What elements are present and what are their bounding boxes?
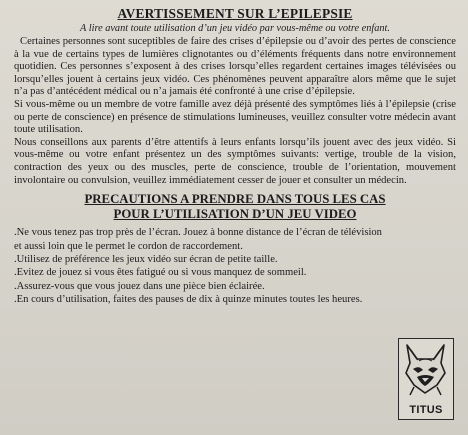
precaution-item: .Evitez de jouez si vous êtes fatigué ou si vous manquez de sommeil. (14, 267, 307, 279)
precaution-item: .Utilisez de préférence les jeux vidéo sur écran de petite taille. (14, 253, 278, 265)
warning-paragraph-3: Nous conseillons aux parents d’être attentifs à leurs enfants lorsqu’ils jouent avec des jeux vidéo. Si vous-même ou votre enfant présentez un des symptômes suivants: vertige, trouble de la vision, contraction des yeux ou des muscles, perte de conscience, trouble de l’orientation, mouvement involontaire ou convulsion, veuillez immédiatement cesser de jouer et consulter un médecin. (14, 136, 456, 186)
warning-subtitle: A lire avant toute utilisation d’un jeu vidéo par vous-même ou votre enfant. (80, 23, 390, 34)
titus-logo-text: TITUS (409, 404, 443, 416)
precaution-item: .En cours d’utilisation, faites des pauses de dix à quinze minutes toutes les heures. (14, 294, 363, 306)
warning-paragraph-1: Certaines personnes sont suceptibles de faire des crises d’épilepsie ou d’avoir des pertes de conscience à la vue de certains types de lumières clignotantes ou d’éléments fréquents dans notre environnement quotidien. Ces personnes s’exposent à des crises lorsqu’elles regardent certaines images télévisées ou lorsqu’elles jouent à certains jeux vidéo. Ces phénomènes peuvent apparaître alors même que le sujet n’a pas d’antécédent médical ou n’a jamais été confronté à une crise d’épilepsie. (14, 36, 456, 98)
titus-fox-icon (399, 339, 452, 401)
warning-title: AVERTISSEMENT SUR L’EPILEPSIE (117, 6, 353, 21)
precautions-heading-line-2: POUR L’UTILISATION D’UN JEU VIDEO (113, 207, 357, 222)
precautions-list (14, 226, 389, 306)
warning-paragraph-2: Si vous-même ou un membre de votre famille avez déjà présenté des symptômes liés à l’épilepsie (crise ou perte de conscience) en présence de stimulations lumineuses, veuillez consulter votre médecin avant toute utilisation. (14, 98, 456, 136)
precaution-item: .Ne vous tenez pas trop près de l’écran. Jouez à bonne distance de l’écran de télévision et aussi loin que le permet le cordon de raccordement. (14, 227, 382, 252)
precaution-item: .Assurez-vous que vous jouez dans une pièce bien éclairée. (14, 280, 265, 292)
precautions-heading-line-1: PRECAUTIONS A PRENDRE DANS TOUS LES CAS (84, 192, 386, 207)
titus-logo (398, 338, 454, 420)
